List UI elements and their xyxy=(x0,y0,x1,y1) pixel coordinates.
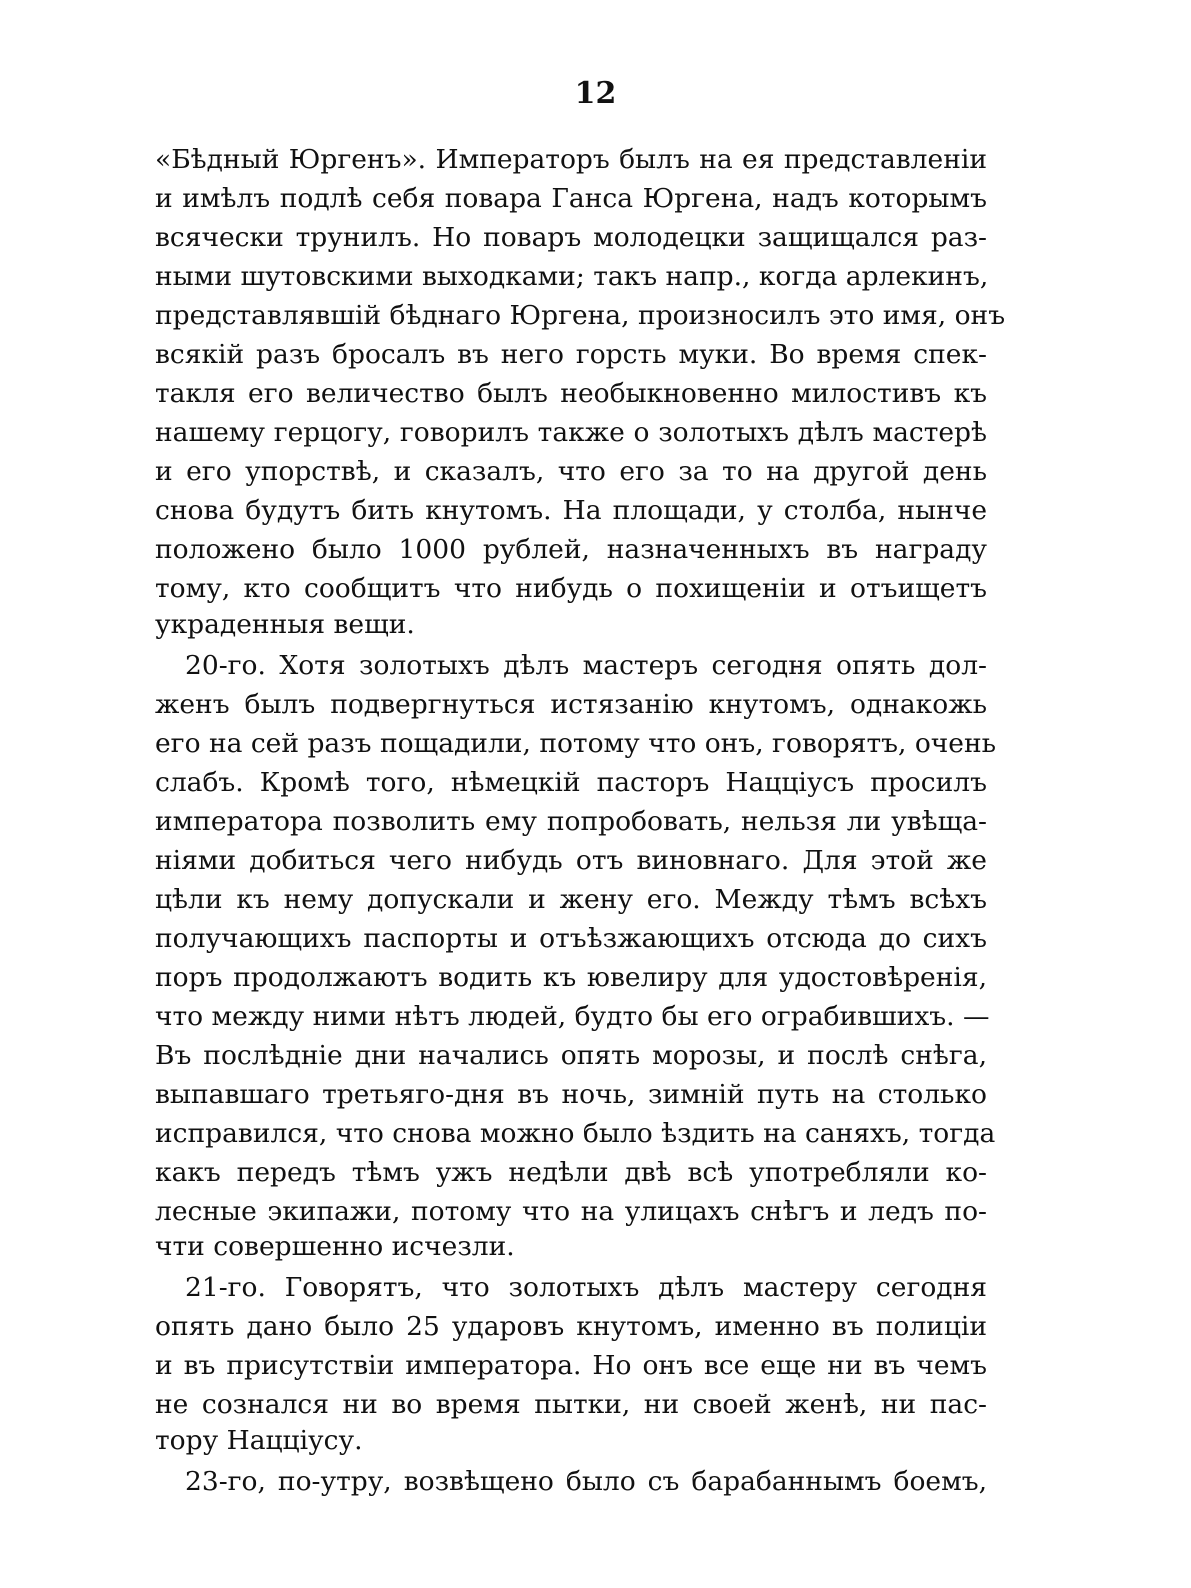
text-line: цѣли къ нему допускали и жену его. Между тѣмъ всѣхъ xyxy=(155,884,987,915)
text-line: нашему герцогу, говорилъ также о золотыхъ дѣлъ мастерѣ xyxy=(155,417,987,448)
text-line: женъ былъ подвергнуться истязанію кнутомъ, однакожь xyxy=(155,689,987,720)
text-line: всякій разъ бросалъ въ него горсть муки. Во время спек- xyxy=(155,339,987,370)
text-line: опять дано было 25 ударовъ кнутомъ, именно въ полиціи xyxy=(155,1311,987,1342)
text-line: ными шутовскими выходками; такъ напр., когда арлекинъ, xyxy=(155,261,989,292)
text-line: не сознался ни во время пытки, ни своей женѣ, ни пас- xyxy=(155,1389,987,1420)
text-line: поръ продолжаютъ водить къ ювелиру для удостовѣренія, xyxy=(155,962,987,993)
text-line: лесные экипажи, потому что на улицахъ снѣгъ и ледъ по- xyxy=(155,1196,987,1227)
text-line: представлявшій бѣднаго Юргена, произносилъ это имя, онъ xyxy=(155,300,1006,331)
text-line: императора позволить ему попробовать, нельзя ли увѣща- xyxy=(155,806,987,837)
page-number: 12 xyxy=(574,76,617,111)
text-line: чти совершенно исчезли. xyxy=(155,1231,515,1262)
text-line: всячески трунилъ. Но поваръ молодецки защищался раз- xyxy=(155,222,987,253)
text-line: тому, кто сообщитъ что нибудь о похищеніи и отъищетъ xyxy=(155,573,987,604)
text-line: Въ послѣдніе дни начались опять морозы, и послѣ снѣга, xyxy=(155,1040,987,1071)
text-line: исправился, что снова можно было ѣздить на саняхъ, тогда xyxy=(155,1118,996,1149)
text-line: «Бѣдный Юргенъ». Императоръ былъ на ея представленіи xyxy=(155,144,987,175)
text-line: тору Нацціусу. xyxy=(155,1425,363,1456)
text-line: слабъ. Кромѣ того, нѣмецкій пасторъ Нацціусъ просилъ xyxy=(155,767,987,798)
text-line: 21-го. Говорятъ, что золотыхъ дѣлъ мастеру сегодня xyxy=(185,1272,987,1303)
text-line: 23-го, по-утру, возвѣщено было съ барабаннымъ боемъ, xyxy=(185,1466,987,1497)
text-line: такля его величество былъ необыкновенно милостивъ къ xyxy=(155,378,987,409)
text-line: и имѣлъ подлѣ себя повара Ганса Юргена, надъ которымъ xyxy=(155,183,987,214)
text-line: выпавшаго третьяго-дня въ ночь, зимній путь на столько xyxy=(155,1079,987,1110)
text-line: что между ними нѣтъ людей, будто бы его ограбившихъ. — xyxy=(155,1001,990,1032)
text-line: какъ передъ тѣмъ ужъ недѣли двѣ всѣ употребляли ко- xyxy=(155,1157,987,1188)
text-line: украденныя вещи. xyxy=(155,609,415,640)
text-line: его на сей разъ пощадили, потому что онъ, говорятъ, очень xyxy=(155,728,997,759)
text-line: ніями добиться чего нибудь отъ виновнаго. Для этой же xyxy=(155,845,987,876)
text-line: получающихъ паспорты и отъѣзжающихъ отсюда до сихъ xyxy=(155,923,987,954)
text-line: снова будутъ бить кнутомъ. На площади, у столба, нынче xyxy=(155,495,987,526)
text-line: и въ присутствіи императора. Но онъ все еще ни въ чемъ xyxy=(155,1350,987,1381)
text-line: 20-го. Хотя золотыхъ дѣлъ мастеръ сегодня опять дол- xyxy=(185,650,987,681)
text-line: и его упорствѣ, и сказалъ, что его за то на другой день xyxy=(155,456,987,487)
text-line: положено было 1000 рублей, назначенныхъ въ награду xyxy=(155,534,987,565)
